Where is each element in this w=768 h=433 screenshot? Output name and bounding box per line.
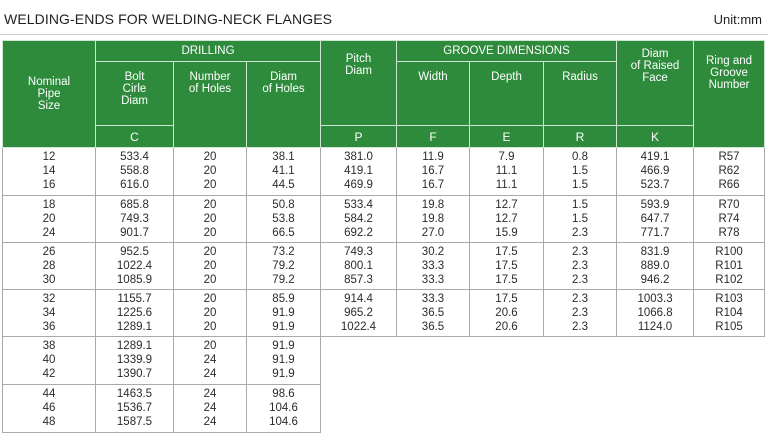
header-nominal-size: Nominal Pipe Size xyxy=(3,41,96,148)
cell-pitch-diam: 749.3 800.1 857.3 xyxy=(321,243,397,290)
cell-size: 32 34 36 xyxy=(3,290,96,337)
cell-radius: 0.8 1.5 1.5 xyxy=(544,148,617,196)
cell-number-holes: 20 24 24 xyxy=(174,337,247,385)
cell-ring-number: R100 R101 R102 xyxy=(694,243,765,290)
header-drilling: DRILLING xyxy=(96,41,321,62)
cell-size: 44 46 48 xyxy=(3,385,96,433)
cell-bolt-circle: 685.8 749.3 901.7 xyxy=(96,196,174,243)
cell-diam-holes: 98.6 104.6 104.6 xyxy=(247,385,321,433)
header-width: Width xyxy=(397,62,470,126)
header-bolt-circle: Bolt Cirle Diam xyxy=(96,62,174,126)
header-depth: Depth xyxy=(470,62,544,126)
cell-number-holes: 20 20 20 xyxy=(174,196,247,243)
cell-size: 26 28 30 xyxy=(3,243,96,290)
cell-diam-holes: 50.8 53.8 66.5 xyxy=(247,196,321,243)
table-row xyxy=(3,385,765,433)
header-letter-f: F xyxy=(397,126,470,148)
header-letter-k: K xyxy=(617,126,694,148)
page-title: WELDING-ENDS FOR WELDING-NECK FLANGES xyxy=(4,11,333,27)
unit-label: Unit:mm xyxy=(713,12,762,27)
cell-pitch-diam: 914.4 965.2 1022.4 xyxy=(321,290,397,337)
empty-area xyxy=(321,385,765,433)
header-raised-face: Diam of Raised Face xyxy=(617,41,694,126)
cell-width: 30.2 33.3 33.3 xyxy=(397,243,470,290)
cell-radius: 2.3 2.3 2.3 xyxy=(544,290,617,337)
cell-bolt-circle: 1463.5 1536.7 1587.5 xyxy=(96,385,174,433)
cell-bolt-circle: 533.4 558.8 616.0 xyxy=(96,148,174,196)
cell-raised-face: 593.9 647.7 771.7 xyxy=(617,196,694,243)
cell-bolt-circle: 1289.1 1339.9 1390.7 xyxy=(96,337,174,385)
table-row xyxy=(3,196,765,243)
cell-raised-face: 1003.3 1066.8 1124.0 xyxy=(617,290,694,337)
cell-width: 33.3 36.5 36.5 xyxy=(397,290,470,337)
header-ring-groove: Ring and Groove Number xyxy=(694,41,765,148)
header-pitch-diam: Pitch Diam xyxy=(321,41,397,126)
cell-number-holes: 24 24 24 xyxy=(174,385,247,433)
cell-diam-holes: 85.9 91.9 91.9 xyxy=(247,290,321,337)
cell-ring-number: R57 R62 R66 xyxy=(694,148,765,196)
cell-radius: 1.5 1.5 2.3 xyxy=(544,196,617,243)
title-divider xyxy=(0,34,768,35)
cell-width: 19.8 19.8 27.0 xyxy=(397,196,470,243)
cell-size: 18 20 24 xyxy=(3,196,96,243)
cell-ring-number: R70 R74 R78 xyxy=(694,196,765,243)
cell-bolt-circle: 952.5 1022.4 1085.9 xyxy=(96,243,174,290)
header-letter-e: E xyxy=(470,126,544,148)
header-letter-r: R xyxy=(544,126,617,148)
cell-ring-number: R103 R104 R105 xyxy=(694,290,765,337)
cell-raised-face: 831.9 889.0 946.2 xyxy=(617,243,694,290)
cell-width: 11.9 16.7 16.7 xyxy=(397,148,470,196)
cell-pitch-diam: 381.0 419.1 469.9 xyxy=(321,148,397,196)
cell-diam-holes: 73.2 79.2 79.2 xyxy=(247,243,321,290)
cell-diam-holes: 38.1 41.1 44.5 xyxy=(247,148,321,196)
empty-area xyxy=(321,337,765,385)
header-diam-holes: Diam of Holes xyxy=(247,62,321,148)
header-letter-p: P xyxy=(321,126,397,148)
cell-depth: 17.5 17.5 17.5 xyxy=(470,243,544,290)
cell-diam-holes: 91.9 91.9 91.9 xyxy=(247,337,321,385)
header-letter-c: C xyxy=(96,126,174,148)
table-row xyxy=(3,243,765,290)
cell-number-holes: 20 20 20 xyxy=(174,290,247,337)
table-row xyxy=(3,148,765,196)
cell-depth: 17.5 20.6 20.6 xyxy=(470,290,544,337)
cell-raised-face: 419.1 466.9 523.7 xyxy=(617,148,694,196)
cell-bolt-circle: 1155.7 1225.6 1289.1 xyxy=(96,290,174,337)
table-row xyxy=(3,337,765,385)
cell-radius: 2.3 2.3 2.3 xyxy=(544,243,617,290)
cell-size: 38 40 42 xyxy=(3,337,96,385)
cell-depth: 7.9 11.1 11.1 xyxy=(470,148,544,196)
cell-number-holes: 20 20 20 xyxy=(174,148,247,196)
cell-depth: 12.7 12.7 15.9 xyxy=(470,196,544,243)
cell-pitch-diam: 533.4 584.2 692.2 xyxy=(321,196,397,243)
cell-number-holes: 20 20 20 xyxy=(174,243,247,290)
header-radius: Radius xyxy=(544,62,617,126)
cell-size: 12 14 16 xyxy=(3,148,96,196)
flange-table xyxy=(2,40,765,433)
header-number-holes: Number of Holes xyxy=(174,62,247,148)
header-groove-dimensions: GROOVE DIMENSIONS xyxy=(397,41,617,62)
table-row xyxy=(3,290,765,337)
